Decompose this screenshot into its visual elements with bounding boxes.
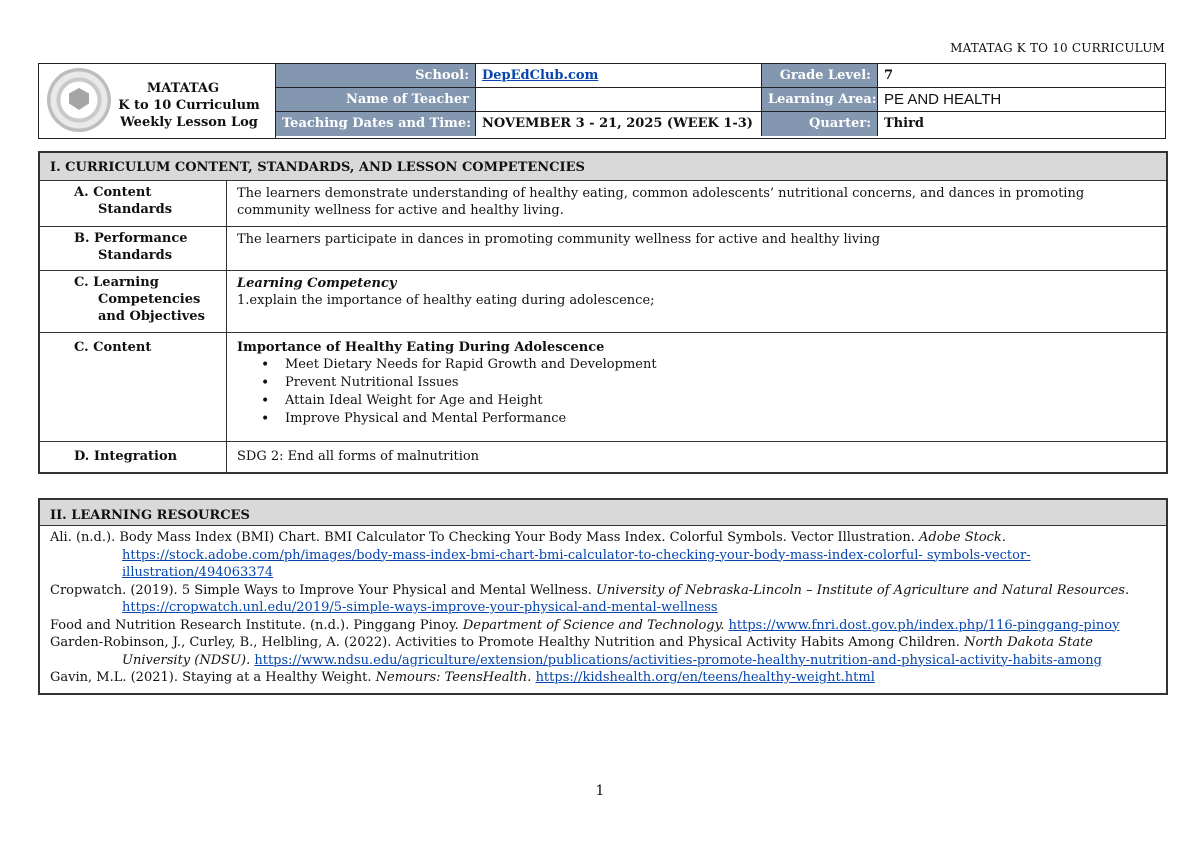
section-2-title: II. LEARNING RESOURCES — [40, 500, 1166, 526]
competencies-row — [40, 271, 1166, 333]
teacher-label: Name of Teacher — [276, 88, 476, 112]
grade-level-label: Grade Level: — [762, 64, 878, 88]
list-item: • Attain Ideal Weight for Age and Height — [285, 392, 1158, 410]
competencies-label-a: C. Learning — [74, 275, 159, 290]
section-1-title: I. CURRICULUM CONTENT, STANDARDS, AND LESSON COMPETENCIES — [40, 153, 1166, 181]
performance-standards-label-b: Standards — [98, 248, 173, 263]
grade-level-value: 7 — [878, 64, 1165, 88]
content-standards-label-b: Standards — [98, 202, 173, 217]
learning-area-value: PE AND HEALTH — [878, 88, 1165, 112]
competencies-cell — [227, 271, 1166, 332]
header-info-grid — [276, 64, 1165, 138]
reference-link[interactable]: https://cropwatch.unl.edu/2019/5-simple-ways-improve-your-physical-and-mental-wellness — [122, 600, 718, 615]
competency-heading: Learning Competency — [237, 276, 397, 291]
curriculum-section — [38, 151, 1168, 474]
lesson-log-header — [38, 63, 1166, 139]
competencies-label — [40, 271, 227, 332]
list-item: • Meet Dietary Needs for Rapid Growth and Development — [285, 356, 1158, 374]
brand-block — [39, 64, 276, 138]
competencies-label-c: and Objectives — [98, 309, 205, 324]
learning-resources-section — [38, 498, 1168, 695]
reference-item — [50, 529, 1156, 582]
reference-list — [40, 526, 1166, 693]
learning-area-label: Learning Area: — [762, 88, 878, 112]
reference-link[interactable]: https://stock.adobe.com/ph/images/body-mass-index-bmi-chart-bmi-calculator-to-checking-your-body-mass-index-colorful- symbols-vector-illustration/494063374 — [122, 547, 1031, 580]
brand-line-1: MATATAG — [146, 81, 220, 96]
reference-link[interactable]: https://www.fnri.dost.gov.ph/index.php/116-pinggang-pinoy — [728, 617, 1120, 633]
reference-text: Ali. (n.d.). Body Mass Index (BMI) Chart. BMI Calculator To Checking Your Body Mass Index. Colorful Symbols. Vector Illustration. — [50, 530, 920, 545]
teacher-value — [476, 88, 762, 112]
list-item: • Prevent Nutritional Issues — [285, 374, 1158, 392]
reference-source: Adobe Stock. — [919, 530, 1006, 545]
content-bullet-list — [237, 356, 1158, 428]
content-standards-row — [40, 181, 1166, 227]
reference-source: University of Nebraska-Lincoln – Institute of Agriculture and Natural Resources. — [596, 582, 1130, 598]
reference-text: Garden-Robinson, J., Curley, B., Helbling, A. (2022). Activities to Promote Healthy Nutrition and Physical Activity Habits Among Children. — [50, 635, 965, 650]
page-number: 1 — [595, 783, 605, 799]
reference-text: Gavin, M.L. (2021). Staying at a Healthy Weight. — [50, 670, 376, 685]
reference-item — [50, 634, 1156, 669]
performance-standards-label — [40, 227, 227, 270]
content-standards-label — [40, 181, 227, 226]
content-standards-label-a: A. Content — [74, 185, 152, 200]
school-label: School: — [276, 64, 476, 88]
reference-item — [50, 582, 1156, 617]
reference-source: Nemours: TeensHealth. — [375, 670, 532, 685]
content-standards-text: The learners demonstrate understanding of healthy eating, common adolescents’ nutritional concerns, and dances in promoting community wellness for active and healthy living. — [237, 186, 1085, 218]
content-row — [40, 333, 1166, 442]
integration-label: D. Integration — [40, 442, 227, 472]
competency-text: 1.explain the importance of healthy eating during adolescence; — [237, 293, 655, 308]
school-link[interactable]: DepEdClub.com — [482, 68, 599, 83]
teaching-dates-value: NOVEMBER 3 - 21, 2025 (WEEK 1-3) — [476, 112, 762, 136]
reference-source: Department of Science and Technology. — [462, 617, 725, 633]
performance-standards-label-a: B. Performance — [74, 231, 188, 246]
reference-source: North Dakota State University (NDSU). — [122, 635, 1093, 668]
reference-item — [50, 617, 1156, 635]
reference-text: Food and Nutrition Research Institute. (n.d.). Pinggang Pinoy. — [50, 617, 463, 633]
content-cell — [227, 333, 1166, 441]
quarter-label: Quarter: — [762, 112, 878, 136]
brand-line-3: Weekly Lesson Log — [120, 115, 258, 130]
brand-line-2: K to 10 Curriculum — [118, 98, 260, 113]
content-heading: Importance of Healthy Eating During Adolescence — [237, 340, 605, 355]
teaching-dates-label: Teaching Dates and Time: — [276, 112, 476, 136]
performance-standards-row — [40, 227, 1166, 271]
reference-text: Cropwatch. (2019). 5 Simple Ways to Improve Your Physical and Mental Wellness. — [50, 582, 597, 598]
list-item: • Improve Physical and Mental Performance — [285, 410, 1158, 428]
quarter-value: Third — [884, 116, 925, 131]
integration-row — [40, 442, 1166, 472]
curriculum-label: MATATAG K TO 10 CURRICULUM — [950, 41, 1165, 55]
school-value — [476, 64, 762, 88]
integration-text: SDG 2: End all forms of malnutrition — [237, 449, 480, 464]
deped-seal-icon — [47, 68, 111, 132]
reference-link[interactable]: https://www.ndsu.edu/agriculture/extension/publications/activities-promote-healthy-nutrition-and-physical-activity-habits-among — [254, 652, 1102, 668]
brand-text — [109, 80, 269, 131]
reference-item — [50, 669, 1156, 687]
performance-standards-text: The learners participate in dances in promoting community wellness for active and healthy living — [237, 232, 881, 247]
reference-link[interactable]: https://kidshealth.org/en/teens/healthy-weight.html — [535, 670, 875, 685]
competencies-label-b: Competencies — [98, 292, 201, 307]
content-label: C. Content — [40, 333, 227, 441]
